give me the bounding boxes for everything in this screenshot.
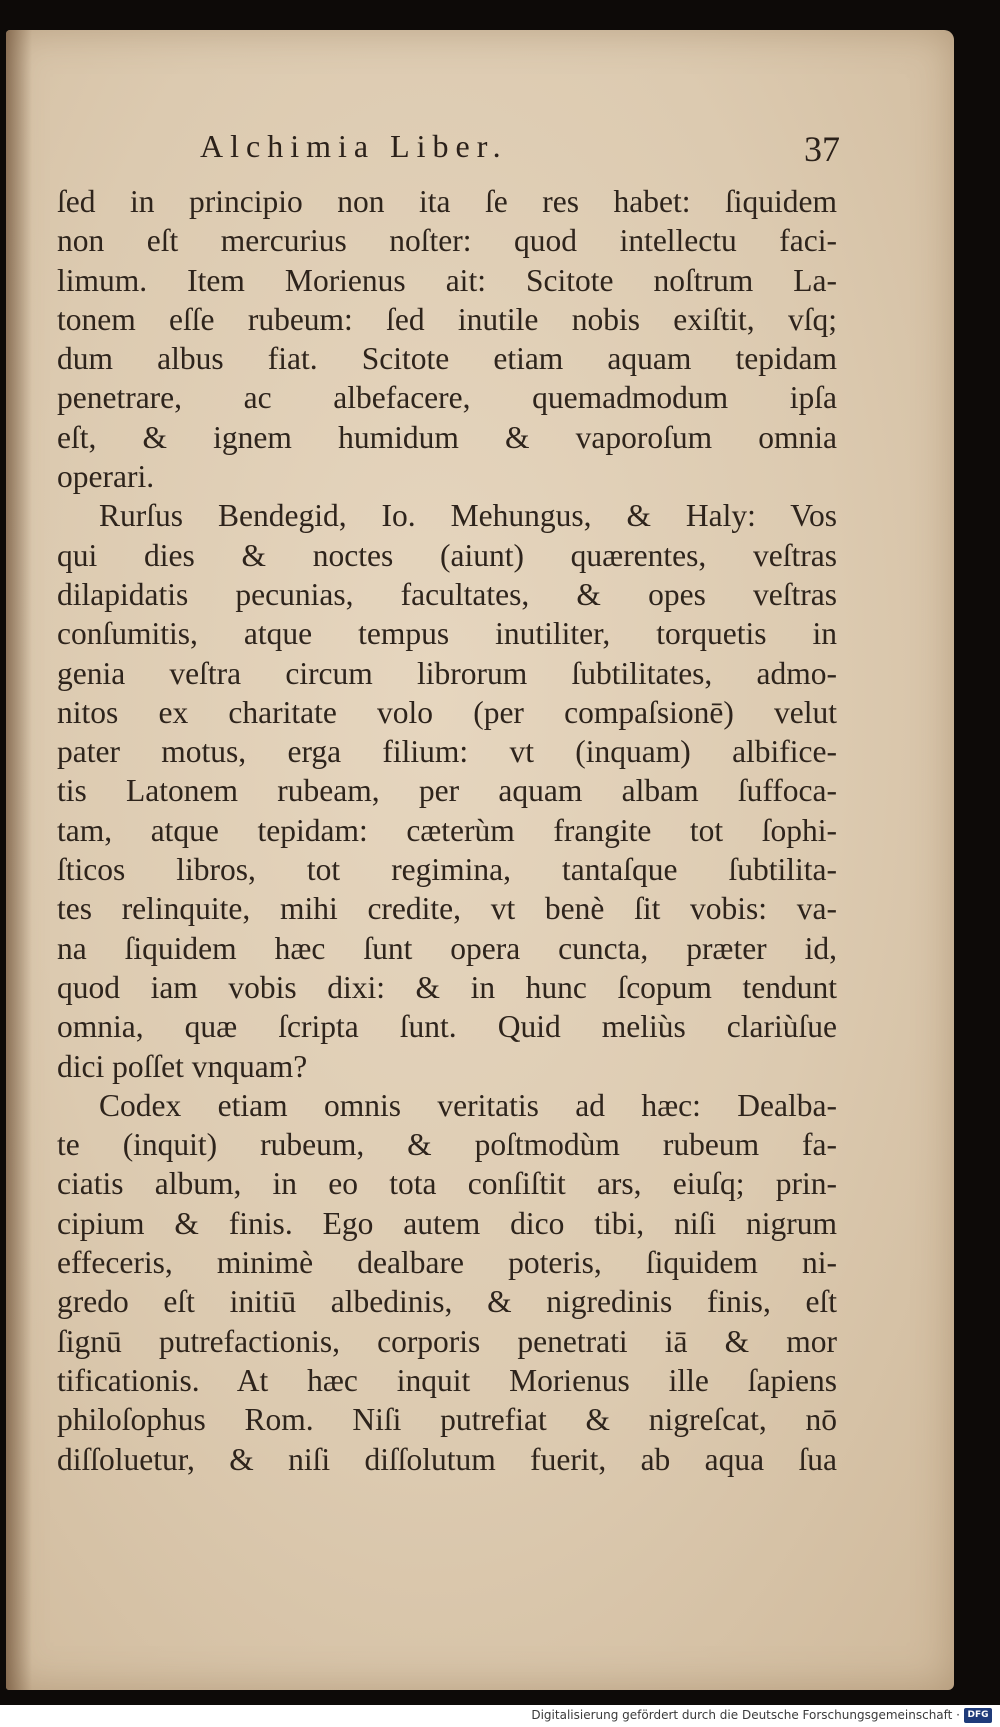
text-line: tis Latonem rubeam, per aquam albam ſuffoca- bbox=[57, 773, 837, 809]
text-line: dum albus fiat. Scitote etiam aquam tepidam bbox=[57, 341, 837, 377]
text-line: qui dies & noctes (aiunt) quærentes, veſtras bbox=[57, 537, 837, 573]
text-line: dilapidatis pecunias, facultates, & opes veſtras bbox=[57, 576, 837, 612]
text-line: penetrare, ac albefacere, quemadmodum ipſa bbox=[57, 380, 837, 416]
body-text bbox=[57, 182, 837, 1479]
text-line: philoſophus Rom. Niſi putrefiat & nigreſcat, nō bbox=[57, 1402, 837, 1438]
text-line: operari. bbox=[57, 459, 155, 495]
text-line: pater motus, erga filium: vt (inquam) albifice- bbox=[57, 734, 837, 770]
text-line: effeceris, minimè dealbare poteris, ſiquidem ni- bbox=[57, 1245, 837, 1281]
text-line: ſticos libros, tot regimina, tantaſque ſubtilita- bbox=[57, 852, 837, 888]
text-line: tificationis. At hæc inquit Morienus ille ſapiens bbox=[57, 1362, 837, 1398]
text-line: nitos ex charitate volo (per compaſsionē) velut bbox=[57, 694, 837, 730]
text-line: omnia, quæ ſcripta ſunt. Quid meliùs clariùſue bbox=[57, 1009, 837, 1045]
text-line: Rurſus Bendegid, Io. Mehungus, & Haly: Vos bbox=[99, 498, 837, 534]
text-line: ciatis album, in eo tota conſiſtit ars, eiuſq; prin- bbox=[57, 1166, 837, 1202]
text-line: limum. Item Morienus ait: Scitote noſtrum La- bbox=[57, 262, 837, 298]
text-line: genia veſtra circum librorum ſubtilitates, admo- bbox=[57, 655, 837, 691]
text-line: conſumitis, atque tempus inutiliter, torquetis in bbox=[57, 616, 837, 652]
text-line: non eſt mercurius noſter: quod intellectu faci- bbox=[57, 223, 837, 259]
text-line: eſt, & ignem humidum & vaporoſum omnia bbox=[57, 419, 837, 455]
text-line: na ſiquidem hæc ſunt opera cuncta, præter id, bbox=[57, 930, 837, 966]
running-head bbox=[50, 128, 840, 178]
text-line: gredo eſt initiū albedinis, & nigredinis finis, eſt bbox=[57, 1284, 837, 1320]
footer-bar bbox=[0, 1705, 1000, 1727]
text-line: quod iam vobis dixi: & in hunc ſcopum tendunt bbox=[57, 969, 837, 1005]
text-line: diſſoluetur, & niſi diſſolutum fuerit, ab aqua ſua bbox=[57, 1441, 837, 1477]
text-line: Codex etiam omnis veritatis ad hæc: Dealba- bbox=[99, 1087, 837, 1123]
page-number: 37 bbox=[804, 129, 840, 169]
text-line: tam, atque tepidam: cæterùm frangite tot ſophi- bbox=[57, 812, 837, 848]
text-line: cipium & finis. Ego autem dico tibi, niſi nigrum bbox=[57, 1205, 837, 1241]
text-line: tonem eſſe rubeum: ſed inutile nobis exiſtit, vſq; bbox=[57, 301, 837, 337]
text-line: te (inquit) rubeum, & poſtmodùm rubeum fa- bbox=[57, 1127, 837, 1163]
gutter-shadow bbox=[6, 30, 32, 1690]
funding-credit: Digitalisierung gefördert durch die Deutsche Forschungsgemeinschaft · bbox=[531, 1708, 960, 1722]
running-title: Alchimia Liber. bbox=[200, 128, 508, 164]
text-line: dici poſſet vnquam? bbox=[57, 1048, 308, 1084]
text-line: tes relinquite, mihi credite, vt benè ſit vobis: va- bbox=[57, 891, 837, 927]
text-line: ſed in principio non ita ſe res habet: ſiquidem bbox=[57, 184, 837, 219]
text-line: ſignū putrefactionis, corporis penetrati iā & mor bbox=[57, 1323, 837, 1359]
dfg-logo: DFG bbox=[964, 1708, 992, 1723]
